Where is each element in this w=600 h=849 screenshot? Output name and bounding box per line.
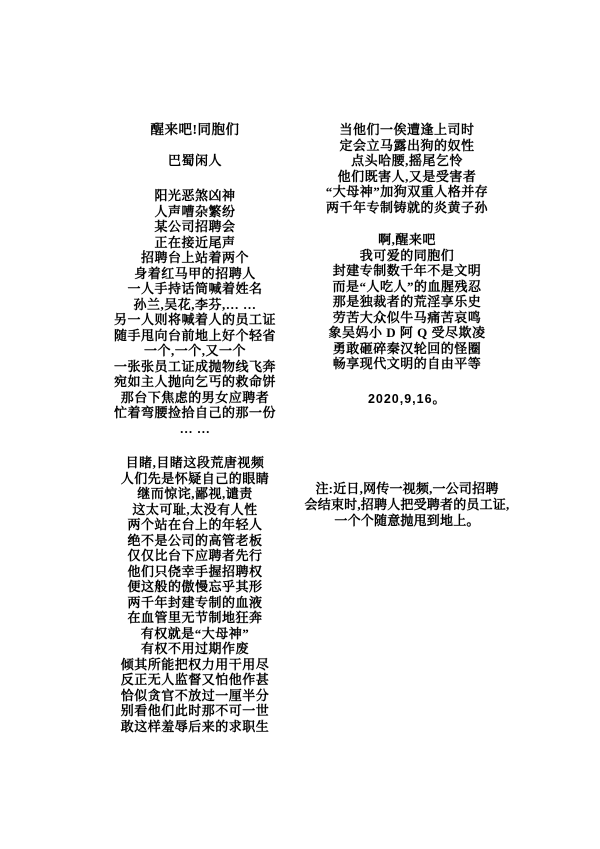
poem-line: 他们既害人,又是受害者 (337, 168, 477, 184)
poem-line: 人声嘈杂繁纷 (154, 203, 236, 219)
poem-line: 宛如主人抛向乞丐的救命饼 (113, 374, 276, 389)
poem-line: 仅仅比台下应聘者先行 (127, 548, 263, 563)
poem-line: 恰似贪官不放过一厘半分 (120, 687, 270, 703)
poem-line: 象吴妈小 D 阿 Q 受尽欺凌 (328, 325, 486, 340)
poem-line: 在血管里无节制地狂奔 (127, 610, 263, 625)
note-line: 会结束时,招聘人把受聘者的员工证, (304, 497, 510, 512)
poem-line: 两千年专制铸就的炎黄子孙 (325, 199, 488, 215)
poem-line: 继而惊诧,鄙视,谴责 (137, 486, 253, 501)
poem-line: 定会立马露出狗的奴性 (339, 137, 475, 153)
poem-line: 勇敢砸碎秦汉轮回的怪圈 (332, 340, 482, 356)
poem-line: 一张张员工证成抛物线飞奔 (113, 358, 276, 374)
poem-line: 一人手持话筒喊着姓名 (127, 281, 263, 296)
poem-line: 招聘台上站着两个 (140, 250, 249, 265)
poem-line: 别看他们此时那不可一世 (120, 703, 270, 718)
poem-line: 而是“人吃人”的血腥残忍 (332, 278, 482, 294)
spacer (287, 407, 527, 481)
poem-line: “大母神”加狗双重人格并存 (325, 184, 489, 199)
poem-line: 封建专制数千年不是文明 (332, 263, 482, 278)
poem-line: 孙兰,吴花,李芬,… … (133, 296, 257, 312)
poem-author: 巴蜀闲人 (167, 152, 222, 168)
poem-line: 身着红马甲的招聘人 (134, 265, 256, 281)
poem-line: 畅享现代文明的自由平等 (332, 356, 482, 371)
poem-line: 我可爱的同胞们 (359, 247, 455, 263)
poem-line: 倾其所能把权力用干用尽 (120, 656, 270, 672)
poem-line: 阳光恶煞凶神 (154, 188, 236, 203)
poem-line: 两千年封建专制的血液 (127, 594, 263, 610)
poem-line: 另一人则将喊着人的员工证 (113, 312, 276, 327)
poem-line: … … (179, 420, 211, 436)
right-column (287, 122, 527, 529)
poem-line: 啊,醒来吧 (378, 232, 436, 247)
stanza-4 (287, 232, 527, 372)
poem-line: 目睹,目睹这段荒唐视频 (125, 455, 265, 470)
poem-line: 两个站在台上的年轻人 (127, 517, 263, 532)
note-line: 注:近日,网传一视频,一公司招聘 (315, 481, 499, 496)
spacer (287, 372, 527, 392)
poem-line: 有权不用过期作废 (140, 641, 249, 656)
poem-line: 劳苦大众似牛马痛苦哀鸣 (332, 309, 482, 325)
poem-line: 有权就是“大母神” (140, 625, 250, 641)
poem-line: 那台下焦虑的男女应聘者 (120, 389, 270, 405)
poem-line: 这太可耻,太没有人性 (132, 501, 258, 517)
poem-title: 醒来吧!同胞们 (150, 122, 240, 137)
poem-line: 点头哈腰,摇尾乞怜 (351, 153, 463, 168)
poem-line: 绝不是公司的高管老板 (127, 532, 263, 548)
footnote (287, 481, 527, 529)
poem-line: 便这般的傲慢忘乎其形 (127, 579, 263, 594)
spacer (287, 215, 527, 232)
note-line: 一个个随意抛甩到地上。 (334, 513, 480, 528)
poem-date: 2020,9,16。 (367, 391, 447, 406)
poem-line: 某公司招聘会 (154, 219, 236, 234)
poem-line: 一个,一个,又一个 (143, 343, 246, 358)
poem-line: 忙着弯腰捡拾自己的那一份 (113, 405, 276, 420)
stanza-3 (287, 122, 527, 215)
poem-line: 随手甩向台前地上好个轻省 (113, 327, 276, 343)
poem-line: 当他们一俟遭逢上司时 (339, 122, 475, 137)
poem-line: 正在接近尾声 (154, 234, 236, 250)
poem-line: 人们先是怀疑自己的眼睛 (120, 470, 270, 486)
poem-line: 反正无人监督又怕他作甚 (120, 672, 270, 687)
poem-line: 敢这样羞辱后来的求职生 (120, 718, 270, 734)
poem-line: 他们只侥幸手握招聘权 (127, 563, 263, 579)
poem-line: 那是独裁者的荒淫享乐史 (332, 294, 482, 309)
